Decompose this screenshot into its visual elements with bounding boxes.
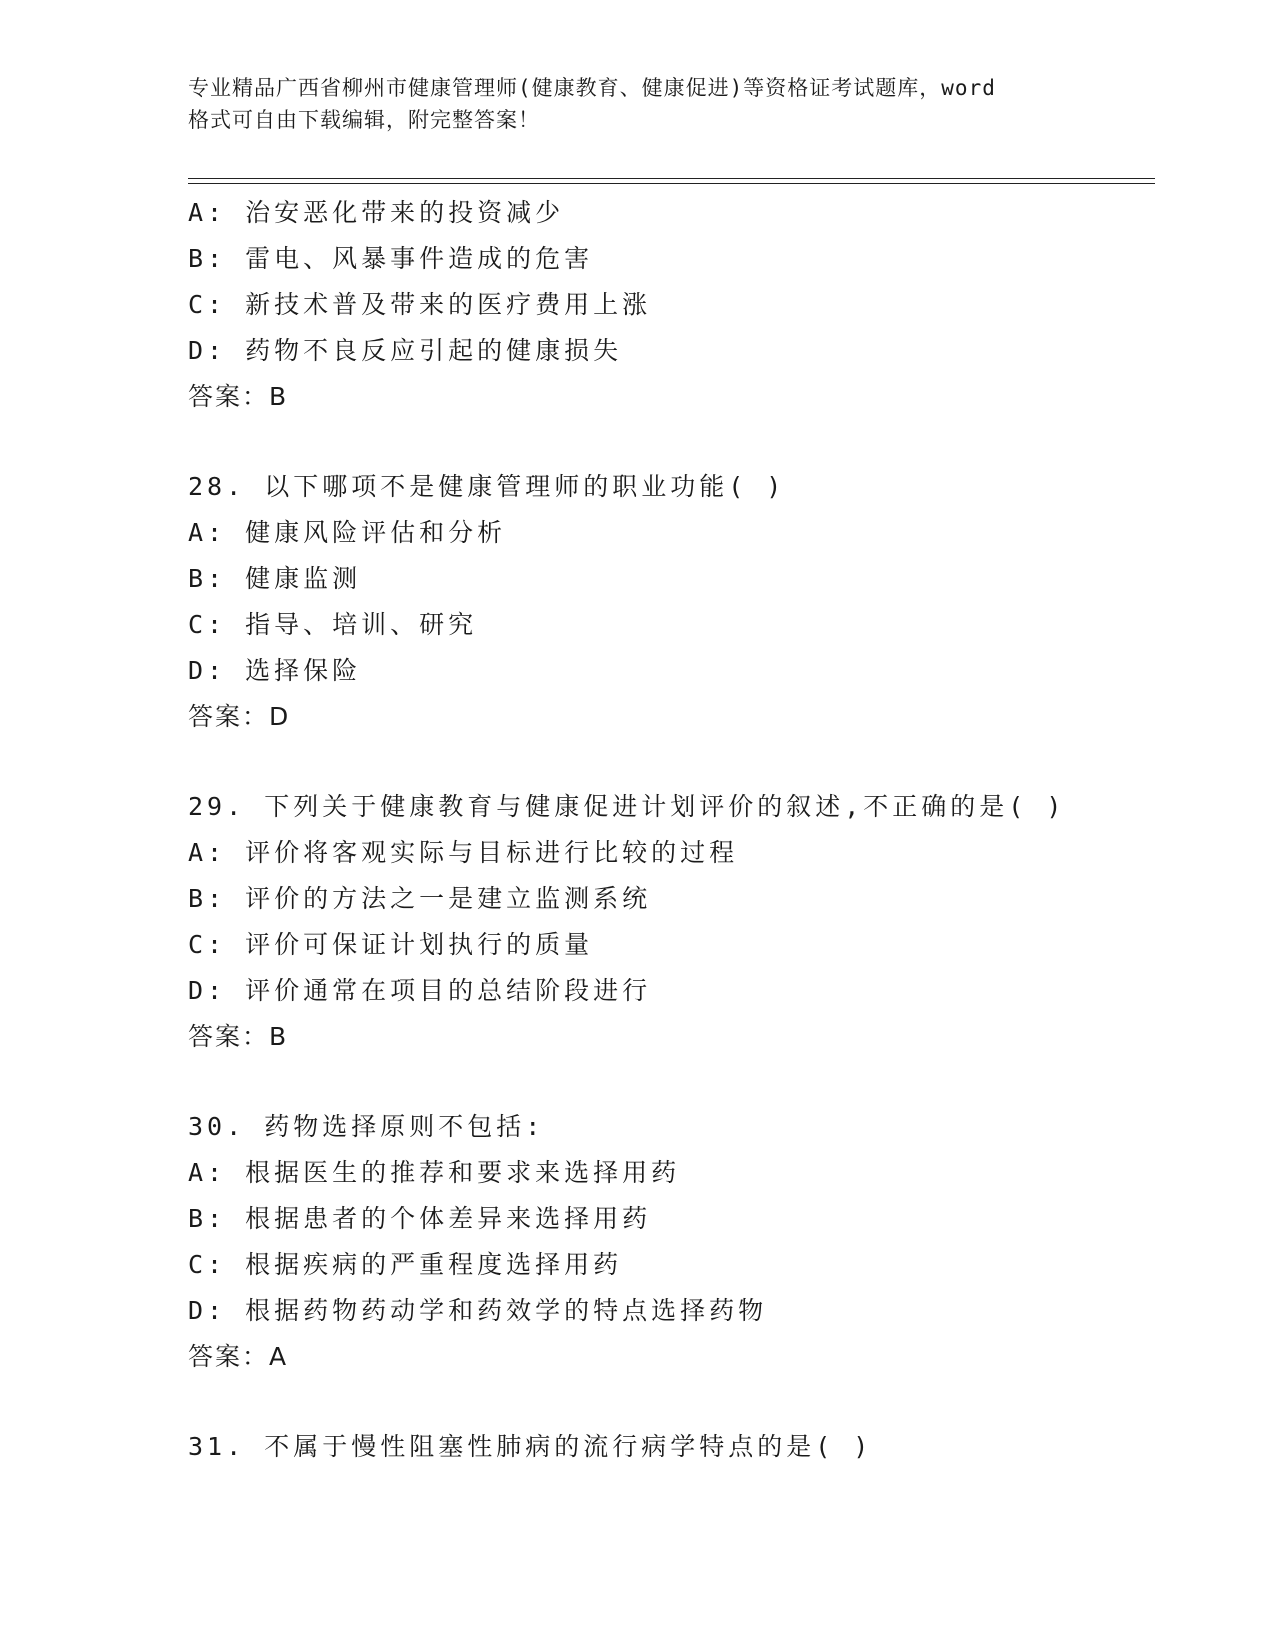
option-b: B: 评价的方法之一是建立监测系统 — [188, 884, 652, 913]
question-text: 30. 药物选择原则不包括: — [188, 1112, 545, 1141]
option-a: A: 健康风险评估和分析 — [188, 518, 507, 547]
document-header — [188, 72, 1108, 136]
question-text: 31. 不属于慢性阻塞性肺病的流行病学特点的是( ) — [188, 1432, 873, 1461]
question-27 — [188, 190, 1148, 420]
header-divider-top — [188, 178, 1155, 179]
header-divider-bottom — [188, 183, 1155, 184]
answer: 答案：D — [188, 702, 291, 731]
option-c: C: 根据疾病的严重程度选择用药 — [188, 1250, 623, 1279]
question-31 — [188, 1424, 1148, 1470]
answer: 答案：B — [188, 382, 289, 411]
option-c: C: 新技术普及带来的医疗费用上涨 — [188, 290, 652, 319]
question-30 — [188, 1104, 1148, 1380]
option-b: B: 健康监测 — [188, 564, 362, 593]
answer: 答案：A — [188, 1342, 289, 1371]
spacer — [188, 420, 1148, 464]
option-d: D: 选择保险 — [188, 656, 362, 685]
answer: 答案：B — [188, 1022, 289, 1051]
option-c: C: 指导、培训、研究 — [188, 610, 478, 639]
spacer — [188, 1060, 1148, 1104]
option-b: B: 根据患者的个体差异来选择用药 — [188, 1204, 652, 1233]
option-c: C: 评价可保证计划执行的质量 — [188, 930, 594, 959]
option-a: A: 根据医生的推荐和要求来选择用药 — [188, 1158, 681, 1187]
spacer — [188, 740, 1148, 784]
question-list — [188, 190, 1148, 1470]
header-line-2: 格式可自由下载编辑，附完整答案！ — [188, 108, 540, 132]
option-d: D: 药物不良反应引起的健康损失 — [188, 336, 623, 365]
option-b: B: 雷电、风暴事件造成的危害 — [188, 244, 594, 273]
option-d: D: 评价通常在项目的总结阶段进行 — [188, 976, 652, 1005]
question-28 — [188, 464, 1148, 740]
question-text: 29. 下列关于健康教育与健康促进计划评价的叙述,不正确的是( ) — [188, 792, 1066, 821]
question-text: 28. 以下哪项不是健康管理师的职业功能( ) — [188, 472, 786, 501]
question-29 — [188, 784, 1148, 1060]
spacer — [188, 1380, 1148, 1424]
option-a: A: 评价将客观实际与目标进行比较的过程 — [188, 838, 739, 867]
option-a: A: 治安恶化带来的投资减少 — [188, 198, 565, 227]
header-line-1: 专业精品广西省柳州市健康管理师(健康教育、健康促进)等资格证考试题库，word — [188, 76, 996, 100]
option-d: D: 根据药物药动学和药效学的特点选择药物 — [188, 1296, 768, 1325]
